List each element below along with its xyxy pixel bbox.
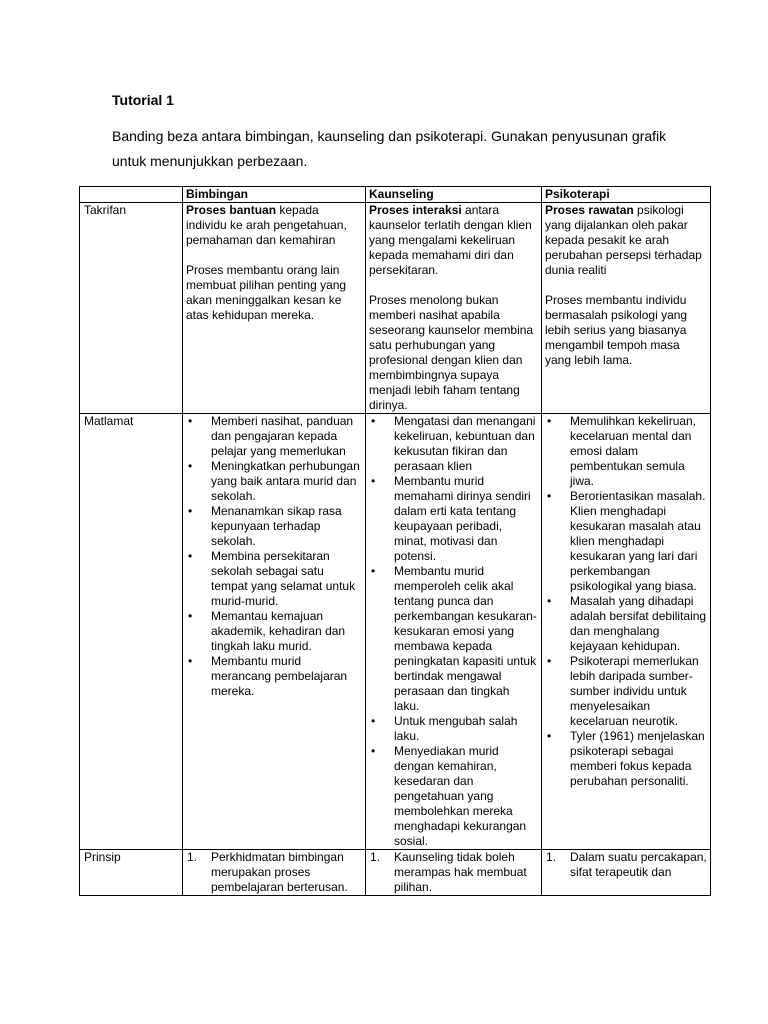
list-item — [545, 850, 707, 880]
row-prinsip — [80, 850, 711, 896]
list-item: • Memberi nasihat, panduan dan pengajaran kepada pelajar yang memerlukan — [186, 414, 362, 459]
numbered-list — [186, 850, 362, 895]
list-item: • Menanamkan sikap rasa kepunyaan terhadap sekolah. — [186, 504, 362, 549]
list-item: • Untuk mengubah salah laku. — [369, 714, 538, 744]
bold-term: Proses bantuan — [186, 203, 277, 217]
matlamat-psikoterapi — [542, 414, 711, 850]
header-psikoterapi: Psikoterapi — [542, 187, 711, 203]
item-text: Perkhidmatan bimbingan merupakan proses pembelajaran berterusan. — [211, 850, 348, 894]
list-item: • Mengatasi dan menangani kekeliruan, kebuntuan dan kekusutan fikiran dan perasaan klien — [369, 414, 538, 474]
item-text: Kaunseling tidak boleh merampas hak membuat pilihan. — [394, 850, 527, 894]
intro-paragraph: Banding beza antara bimbingan, kaunseling dan psikoterapi. Gunakan penyusunan grafik untuk menunjukkan perbezaan. — [112, 128, 667, 169]
list-item: • Menyediakan murid dengan kemahiran, kesedaran dan pengetahuan yang membolehkan mereka menghadapi kekurangan sosial. — [369, 744, 538, 849]
row-label-takrifan: Takrifan — [80, 203, 183, 414]
list-item: • Psikoterapi memerlukan lebih daripada sumber-sumber individu untuk menyelesaikan kecelaruan neurotik. — [545, 654, 707, 729]
takrifan-kaunseling-para2: Proses menolong bukan memberi nasihat apabila seseorang kaunselor membina satu perhubungan yang profesional dengan klien dan membimbingnya supaya menjadi lebih faham tentang dirinya. — [369, 293, 534, 412]
row-takrifan — [80, 203, 711, 414]
list-item: • Masalah yang dihadapi adalah bersifat debilitaing dan menghalang kejayaan kehidupan. — [545, 594, 707, 654]
takrifan-bimbingan-para1 — [186, 203, 362, 248]
bold-term: Proses interaksi — [369, 203, 462, 217]
list-item: • Tyler (1961) menjelaskan psikoterapi sebagai memberi fokus kepada perubahan personaliti. — [545, 729, 707, 789]
item-number: 1. — [187, 850, 198, 864]
header-kaunseling: Kaunseling — [366, 187, 542, 203]
definition-text: kepada individu ke arah pengetahuan, pemahaman dan kemahiran — [186, 203, 347, 247]
takrifan-bimbingan — [183, 203, 366, 414]
item-text: Dalam suatu percakapan, sifat terapeutik dan — [570, 850, 707, 879]
list-item: • Membantu murid memperoleh celik akal tentang punca dan perkembangan kesukaran-kesukaran emosi yang membawa kepada peningkatan kapasiti untuk bertindak mengawal perasaan dan tingkah laku. — [369, 564, 538, 714]
takrifan-kaunseling — [366, 203, 542, 414]
list-item: • Meningkatkan perhubungan yang baik antara murid dan sekolah. — [186, 459, 362, 504]
definition-text: psikologi yang dijalankan oleh pakar kepada pesakit ke arah perubahan persepsi terhadap dunia realiti — [545, 203, 702, 277]
list-item: • Memantau kemajuan akademik, kehadiran dan tingkah laku murid. — [186, 609, 362, 654]
takrifan-psikoterapi — [542, 203, 711, 414]
page-title: Tutorial 1 — [112, 92, 174, 108]
bullet-list — [369, 414, 538, 849]
list-item: • Membantu murid memahami dirinya sendiri dalam erti kata tentang keupayaan peribadi, minat, motivasi dan potensi. — [369, 474, 538, 564]
header-bimbingan: Bimbingan — [183, 187, 366, 203]
header-row — [80, 187, 711, 203]
prinsip-psikoterapi — [542, 850, 711, 896]
row-matlamat — [80, 414, 711, 850]
bullet-list — [545, 414, 707, 789]
header-empty — [80, 187, 183, 203]
matlamat-bimbingan — [183, 414, 366, 850]
takrifan-psikoterapi-para1 — [545, 203, 707, 278]
list-item: • Memulihkan kekeliruan, kecelaruan mental dan emosi dalam pembentukan semula jiwa. — [545, 414, 707, 489]
list-item: • Membantu murid merancang pembelajaran mereka. — [186, 654, 362, 699]
bold-term: Proses rawatan — [545, 203, 634, 217]
row-label-prinsip: Prinsip — [80, 850, 183, 896]
prinsip-kaunseling — [366, 850, 542, 896]
row-label-matlamat: Matlamat — [80, 414, 183, 850]
item-number: 1. — [370, 850, 381, 864]
numbered-list — [545, 850, 707, 880]
list-item: • Membina persekitaran sekolah sebagai satu tempat yang selamat untuk murid-murid. — [186, 549, 362, 609]
takrifan-bimbingan-para2: Proses membantu orang lain membuat pilihan penting yang akan meninggalkan kesan ke atas kehidupan mereka. — [186, 263, 347, 322]
list-item — [369, 850, 538, 895]
matlamat-kaunseling — [366, 414, 542, 850]
takrifan-kaunseling-para1 — [369, 203, 538, 278]
numbered-list — [369, 850, 538, 895]
definition-text: antara kaunselor terlatih dengan klien yang mengalami kekeliruan kepada memahami diri dan persekitaran. — [369, 203, 532, 277]
takrifan-psikoterapi-para2: Proses membantu individu bermasalah psikologi yang lebih serius yang biasanya mengambil tempoh masa yang lebih lama. — [545, 293, 688, 367]
prinsip-bimbingan — [183, 850, 366, 896]
list-item — [186, 850, 362, 895]
bullet-list — [186, 414, 362, 699]
item-number: 1. — [546, 850, 557, 864]
comparison-table — [79, 186, 711, 896]
list-item: • Berorientasikan masalah. Klien menghadapi kesukaran masalah atau klien menghadapi kesukaran yang lari dari perkembangan psikologikal yang biasa. — [545, 489, 707, 594]
